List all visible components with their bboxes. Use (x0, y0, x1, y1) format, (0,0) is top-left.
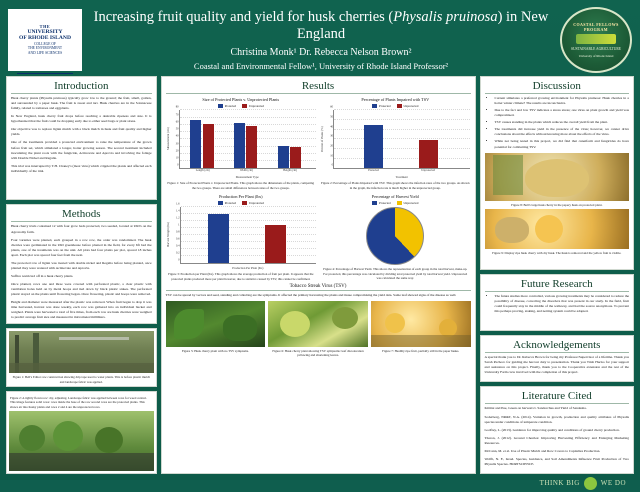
intro-paragraph-5: This trial was interrupted by T.H. Chaney's (most virus) which crippled the plants and affected each individually of the trial. (11, 163, 152, 173)
methods-paragraph-6: Height and diameter were measured after the plastic was removed. When fruit began to drop it was time harvested, harvest was done weekly, each row was gathered into an individual bucket and weighed. Plants were harvested a total of five times, from each row are husk cherries were weighed to predict average fruit size and measured in micrometer/milliliters. (11, 300, 152, 320)
think-big-circle (584, 477, 597, 490)
title-part2: ) in New England (296, 8, 549, 42)
methods-panel (6, 204, 157, 324)
acknowledgements-heading: Acknowledgements (485, 339, 630, 353)
intro-paragraph-2: In New England, husk cherry fruit drops before reaching a desirable ripeness and size. It is hypothesized that the fruit could be dropping early due to either seed bugs or plant stress. (11, 114, 152, 124)
seal-mid-text: SUSTAINABLE AGRICULTURE (571, 47, 621, 52)
uri-logo (8, 9, 82, 71)
future-research-bullets (495, 294, 630, 314)
figure-7-caption: Figure 7: Healthy ripe fruit, partially still in the paper husks. (382, 348, 460, 353)
figure-2-legend (320, 104, 470, 108)
discussion-bullet-3: • TSV causes standing in the plants which reduces the overall yield from the plant. (495, 120, 630, 125)
figure-4-legend (320, 201, 470, 205)
literature-entry-6: Wolfli, N. F., Israel. Species, Guidance, and Soil Amendments Influence Fruit Production of Two Physalis Species. HORTSCIENCE. (484, 456, 629, 466)
literature-entry-4: Tharon, J. (2012). Ground Cherries: Improving Harvesting Efficiency and Enlarging Marketing Resources. (484, 435, 629, 445)
uri-logo-line1: THE (39, 23, 51, 29)
discussion-heading: Discussion (485, 80, 630, 94)
figure-1-block (166, 96, 316, 190)
figure-2-ylabel: Percent of Plants (%) (320, 126, 325, 153)
figure-2-xlabel: Treatment (395, 175, 408, 180)
discussion-bullet-1: • Current simulates a preferred growing environment for Physalis pruinosa: Husk cherries in a hotter winter climate? The results are inconclusive. (495, 96, 630, 106)
results-heading: Results (166, 80, 471, 94)
seal-top-text: COASTAL FELLOWS PROGRAM (573, 22, 619, 33)
legend-protected-3: Protected (218, 201, 236, 205)
seal-bottom-text: University of Rhode Island (578, 53, 614, 58)
figure-9-photo (485, 209, 630, 249)
legend-unprotected-2: Unprotected (397, 104, 419, 108)
discussion-bullet-2: • Due to the fact and low TSV indicates a stress stress; one virus on plant growth and yield was compromised. (495, 108, 630, 118)
legend-pie-unprotected: Unprotected (397, 201, 419, 205)
figure-2-title: Percentage of Plants Impaired with TSV (361, 97, 430, 102)
legend-pie-protected: Protected (372, 201, 390, 205)
left-column (6, 76, 157, 474)
future-research-heading: Future Research (485, 278, 630, 292)
figure-5-caption: Figure 5: Husk cherry plant with no TSV symptoms. (181, 348, 249, 353)
intro-paragraph-1: Husk cherry plants (Physalis pruinosa) typically grow low to the ground; the fruit, small, golden, and surrounded by a paper husk. The fruit is sweet and tart. Husk cherries are in the Solanaceae family, related to tomatoes and eggplants. (11, 96, 152, 111)
discussion-bullet-5: • While not being tested in this project, we did find that cuneiform and fungicides do have potential for combatting TSV. (495, 139, 630, 149)
uri-logo-line2: UNIVERSITY (27, 29, 63, 36)
figure-8-photo (485, 153, 630, 201)
field-photo-1-caption: Figure 1: Bell's Editor row construction showing drip tape used to water plants. This is before plastic mulch and landscape fabric was applied. (12, 375, 150, 384)
middle-column (161, 76, 476, 474)
figure-2-xtick-2: Unprotected (421, 169, 436, 173)
figure-2-caption: Figure 2: Percentage of Plants Impaired with TSV. This graph shows the infection rates of the two groups. As shown in the graph, the infection rate is much higher in the unprotected group. (321, 181, 470, 190)
literature-cited-heading: Literature Cited (485, 390, 630, 404)
coastal-fellows-seal (560, 7, 632, 73)
field-photo-2 (9, 411, 154, 471)
figure-3-caption: Figure 3: Production per Plant (lbs). This graph shows the average production of fruit per plant. It appears that the protected plants produced more per plant however, due to statistics caused by TSV, this cannot be confirmed. (168, 272, 314, 281)
figure-2-xtick-1: Protected (368, 169, 379, 173)
legend-unprotected: Unprotected (242, 104, 264, 108)
figure-1-plot: 10 20 30 40 50 60 70 80 0 Length (cm) Width (cm) Height (cm) (179, 110, 316, 169)
discussion-panel (480, 76, 635, 270)
literature-entry-1: Kittitat and Pue, Green on harvest/ct. Sandorchus and Yield of Sandesha. (484, 406, 587, 411)
figure-3-plot: 0.2 0.4 0.6 0.8 1 1.2 1.4 1.6 0 (180, 207, 316, 264)
figure-4-title: Percentage of Harvest Yield (371, 193, 419, 199)
figure-1-xtick-3: Height (cm) (283, 169, 297, 173)
literature-cited-panel (480, 386, 635, 474)
figure-1-xlabel: Measurement Type (235, 175, 259, 180)
acknowledgements-text: A special thank you to Dr. Rebecca Brown for being my Professor/Supervisor of a lifetime. Thank you Sarah Pacheco for guiding me her/our duty to presentation. Thank you Trish Hucko for your support and assistance on this project. Finally, thank you to the Cooperative extension and the rest of the University Farm crew involved with the completion of this project. (484, 354, 629, 375)
legend-protected-2: Protected (372, 104, 390, 108)
figure-2-plot: 10 20 30 40 50 60 0 Protected Unprotected (333, 110, 470, 169)
intro-paragraph-3: Our objective was to replace lignin mulch with a black mulch in husk and fruit quality and higher yields. (11, 127, 152, 137)
authors: Christina Monk¹ Dr. Rebecca Nelson Brown² (230, 47, 412, 59)
literature-entry-2: Soderberg, NR&T, N.A. (2014). Variation in growth, production and quality attributes of Physalis species under conditions of temperate condition. (484, 414, 629, 424)
methods-paragraph-2: Four varieties were planted, each grouped in a row row, the order was randomized. The husk cherries were germinated in the URI greenhouse before planted in the field, for every 6ft bed the plants, one of the treatments was on the unit. All plots had four plants per plot, spaced 18 inches apart. Each plot was spaced four feet from the next. (11, 237, 152, 257)
figure-1-ylabel: Measurement (cm) (165, 127, 170, 151)
methods-paragraph-4: Suffice restricted off in a husk cherry plants. (11, 273, 74, 278)
introduction-panel (6, 76, 157, 200)
figure-3-ylabel: Harvest Weight (lbs) (165, 222, 170, 248)
page-title (88, 9, 554, 42)
methods-paragraph-1: Husk cherry trials contained 12 with four grow beds protected, two seeded, located at URI's on the Agronomy farm. (11, 224, 152, 234)
we-do-text: WE DO (600, 479, 626, 487)
methods-paragraph-3: The protected row of lignin was treated with double nickel and Regalia before being planted, once planted they were watered with Actinovate and Aprovia. (11, 260, 152, 270)
field-photo-2-caption: Figure 2: A tightly flown row: dry, adjusting. Landscape fabric was applied between rows for weed control. This image features solid rows: rows inside the base of the row second rows are the protected plants. This shows air into husky plants and rows 2 and 4 are the unprotected rows. (10, 396, 147, 409)
think-big-brand (4, 474, 636, 492)
figure-7-photo (371, 301, 471, 347)
results-panel (161, 76, 476, 474)
figure-4-caption: Figure 4: Percentage of Harvest Yield. This shows the representation of each group in the total harvest, make-up. For protected, this percentage was calculated by dividing total protected yield by total harvest yield. Unprotected was calculated the same way. (323, 267, 468, 280)
literature-entry-3: Godfrey, L. (2013). Guidance for improving quality and conditions of ground cherry production. (484, 427, 620, 432)
poster-columns (4, 76, 636, 474)
methods-paragraph-5: Once planted, rows one and three were covered with perforated plastic, a clear plastic with ventilation holes held on by metal hoops and tied down by black plastic stakes. The perforated plastic stayed on the plants until flowering began. Once flowering, plastic and hoops were removed. (11, 282, 152, 297)
figure-6-photo (268, 301, 368, 347)
tobacco-text: TSV can be spread by vectors and seed, standing and collecting are the symptoms. It affected the primary harvesting the plants and tissue compromising the yield data. Some leaf showed signs of the disease as well. (165, 292, 457, 297)
discussion-bullet-4: • The treatments did increase yield in the presence of the virus; however, we cannot drive conclusions about the effects without knowing more about the effects of the virus. (495, 127, 630, 137)
figure-5-block (166, 301, 266, 358)
poster-header (4, 4, 636, 76)
figure-4-pie (366, 207, 424, 265)
figure-1-xtick-1: Length (cm) (195, 169, 210, 173)
figure-3-title: Production Per Plant (lbs) (219, 193, 263, 199)
right-column (480, 76, 635, 474)
legend-protected: Protected (218, 104, 236, 108)
seal-leaf-graphic (576, 34, 616, 44)
figure-9-caption: Figure 9: Display ripe husk cherry with dry husk. The husk is removed and the yellow fruit is visible. (492, 250, 622, 255)
figure-6-block (268, 301, 368, 358)
figure-1-caption: Figure 1: Size of Protected Plants v. Unprotected Plants. This graph shows the dimensions of the plants, comparing the two groups. There are small differences between sizes of the two groups. (167, 181, 315, 190)
figure-1-title: Size of Protected Plants v. Unprotected Plants (202, 97, 280, 102)
discussion-bullets (495, 96, 630, 150)
figure-7-block (371, 301, 471, 358)
acknowledgements-panel (480, 335, 635, 382)
introduction-heading: Introduction (11, 80, 152, 94)
figure-6-caption: Figure 6: Husk cherry plant showing TSV symptoms: leaf discoloration yellowing and shortening leaves. (272, 348, 364, 357)
field-photo-2-figure (6, 391, 157, 474)
uri-logo-sub1: COLLEGE OF (34, 41, 56, 46)
title-part1: Increasing fruit quality and yield for husk cherries ( (93, 8, 394, 25)
figure-5-photo (166, 301, 266, 347)
figure-4-block (320, 193, 470, 281)
think-big-text: THINK BIG (539, 479, 580, 487)
title-italic: Physalis pruinosa (393, 8, 498, 25)
future-bullet-1: • The future studies more controlled, various growing treatments may be considered to reduce the possibility of disease, correcting the disorders that was present in our study. In the field, fruit could frequently stay in the middle of the walkway, and had the source anonymous. To prevent this perhaps proving, staking, and netting system could be adapted. (495, 294, 630, 314)
future-research-panel (480, 274, 635, 331)
literature-entry-5: McCann, M. et al. Use of Plastic Mulch and Row Covers to Capitalize Production. (484, 448, 601, 453)
uri-logo-line3: OF RHODE ISLAND (18, 34, 71, 41)
tobacco-section (166, 284, 471, 357)
legend-unprotected-3: Unprotected (242, 201, 264, 205)
figure-1-legend (166, 104, 316, 108)
methods-heading: Methods (11, 208, 152, 222)
figure-3-block (166, 193, 316, 281)
figure-3-xlabel: Production Per Plant (lbs) (232, 266, 264, 271)
uri-logo-divider (17, 73, 73, 74)
field-photo-1 (9, 331, 154, 373)
tobacco-heading: Tobacco Streak Virus (TSV) (166, 284, 471, 291)
uri-logo-sub3: AND LIFE SCIENCES (27, 50, 63, 55)
figure-3-legend (166, 201, 316, 205)
figure-8-caption: Figure 8: Bell's large husk cherry in the papery husk on protected plant. (511, 202, 603, 207)
figure-2-block (320, 96, 470, 190)
figure-1-xtick-2: Width (cm) (239, 169, 253, 173)
field-photo-1-figure (6, 328, 157, 387)
uri-logo-sub2: THE ENVIRONMENT (27, 46, 63, 51)
header-text-block (82, 9, 560, 71)
affiliation: Coastal and Environmental Fellow¹, University of Rhode Island Professor² (193, 61, 449, 72)
intro-paragraph-4: One of the treatments provided a protected environment to raise the temperature of the grown before fruit set, which simulated a longer, hotter growing season. The second treatment included inoculating the plant roots with the fungicide, Actinovate and Aprovia and involving the foliage with Double Nickel and Regalia. (11, 140, 152, 160)
